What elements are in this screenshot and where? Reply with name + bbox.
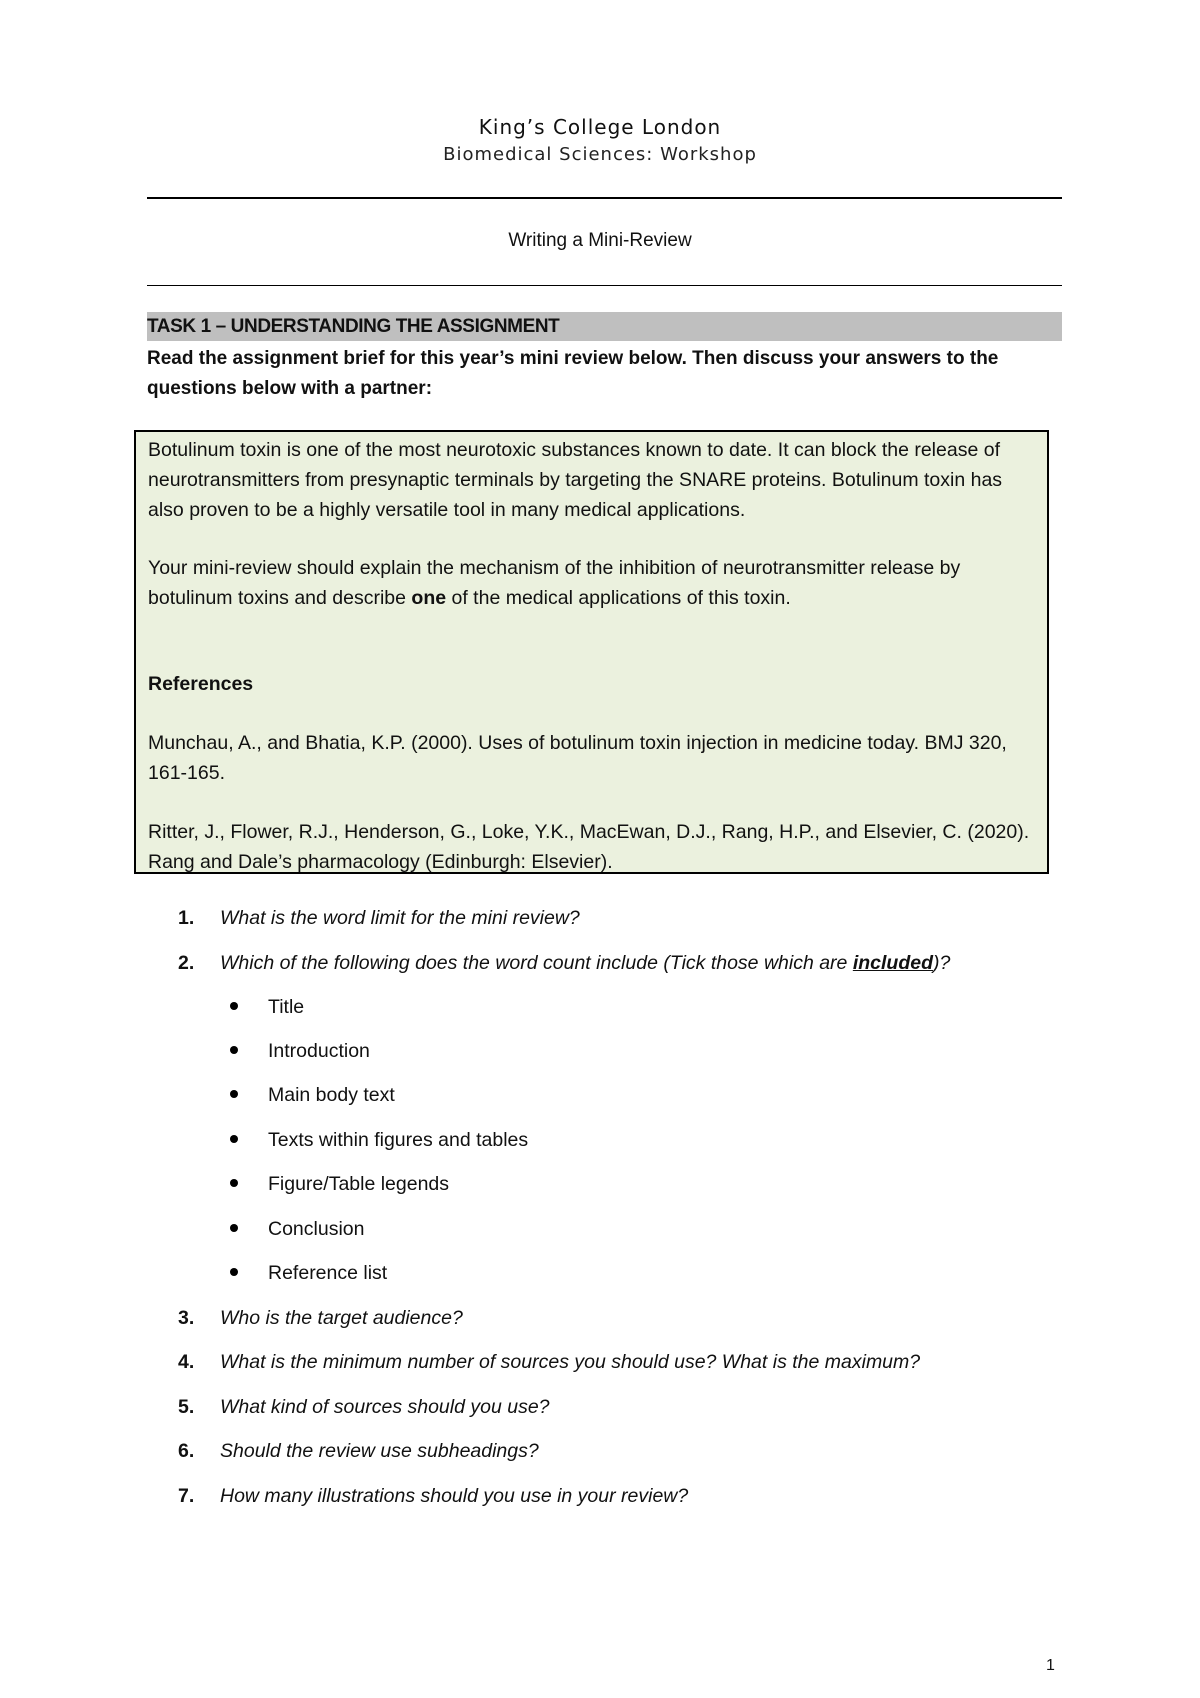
- header-divider-bottom: [147, 285, 1062, 286]
- bullet-icon: [230, 1090, 238, 1098]
- document-title: Writing a Mini-Review: [508, 230, 692, 251]
- page-number: 1: [1046, 1657, 1055, 1674]
- question-number: 2.: [178, 952, 195, 974]
- bullet-icon: [230, 1179, 238, 1187]
- list-item-label: Texts within figures and tables: [268, 1129, 529, 1151]
- header-divider-top: [147, 197, 1062, 199]
- question-text-start: Which of the following does the word count include (Tick those which are: [220, 952, 853, 974]
- brief-paragraph-1: Botulinum toxin is one of the most neurotoxic substances known to date. It can block the release of neurotransmitters from presynaptic terminals by targeting the SNARE proteins. Botulinum toxin has also proven to be a highly versatile tool in many medical applications.: [148, 439, 1003, 521]
- question-text: What is the word limit for the mini review?: [220, 907, 580, 929]
- brief-paragraph-2: [148, 553, 1043, 613]
- reference-item: Munchau, A., and Bhatia, K.P. (2000). Uses of botulinum toxin injection in medicine today. BMJ 320, 161-165.: [148, 732, 1007, 784]
- list-item-label: Main body text: [268, 1084, 395, 1106]
- bullet-icon: [230, 1224, 238, 1232]
- department-name: Biomedical Sciences: Workshop: [443, 144, 757, 165]
- list-item-label: Introduction: [268, 1040, 370, 1062]
- question-text-emphasis: included: [852, 952, 933, 974]
- list-item-label: Figure/Table legends: [268, 1173, 450, 1195]
- reference-item: Ritter, J., Flower, R.J., Henderson, G., Loke, Y.K., MacEwan, D.J., Rang, H.P., and Elsevier, C. (2020). Rang and Dale’s pharmacology (Edinburgh: Elsevier).: [148, 821, 1030, 873]
- brief-paragraph-2-end: of the medical applications of this toxin.: [446, 587, 791, 609]
- question-text: Who is the target audience?: [220, 1307, 463, 1329]
- question-number: 3.: [178, 1307, 195, 1329]
- question-text: Should the review use subheadings?: [220, 1440, 539, 1462]
- list-item-label: Conclusion: [268, 1218, 365, 1240]
- question-number: 6.: [178, 1440, 195, 1462]
- brief-paragraph-2-start: Your mini-review should explain the mechanism of the inhibition of neurotransmitter release by botulinum toxins and describe: [148, 557, 961, 609]
- question-number: 7.: [178, 1485, 195, 1507]
- list-item-label: Title: [268, 996, 305, 1018]
- bullet-icon: [230, 1268, 238, 1276]
- bullet-icon: [230, 1046, 238, 1054]
- bullet-icon: [230, 1135, 238, 1143]
- references-heading: References: [148, 673, 254, 695]
- task-instruction: Read the assignment brief for this year’s mini review below. Then discuss your answers to the questions below with a partner:: [147, 348, 999, 399]
- list-item-label: Reference list: [268, 1262, 388, 1284]
- question-text: How many illustrations should you use in your review?: [220, 1485, 689, 1507]
- question-text: What is the minimum number of sources you should use? What is the maximum?: [220, 1351, 921, 1373]
- question-number: 1.: [178, 907, 195, 929]
- institution-name: King’s College London: [478, 115, 722, 139]
- question-number: 4.: [178, 1351, 195, 1373]
- question-number: 5.: [178, 1396, 195, 1418]
- question-text-end: )?: [933, 952, 951, 974]
- task-heading: TASK 1 – UNDERSTANDING THE ASSIGNMENT: [147, 312, 1062, 341]
- bullet-icon: [230, 1002, 238, 1010]
- question-text: [220, 948, 950, 978]
- brief-paragraph-2-emphasis: one: [411, 587, 447, 609]
- question-text: What kind of sources should you use?: [220, 1396, 550, 1418]
- assignment-brief-box: [134, 430, 1049, 874]
